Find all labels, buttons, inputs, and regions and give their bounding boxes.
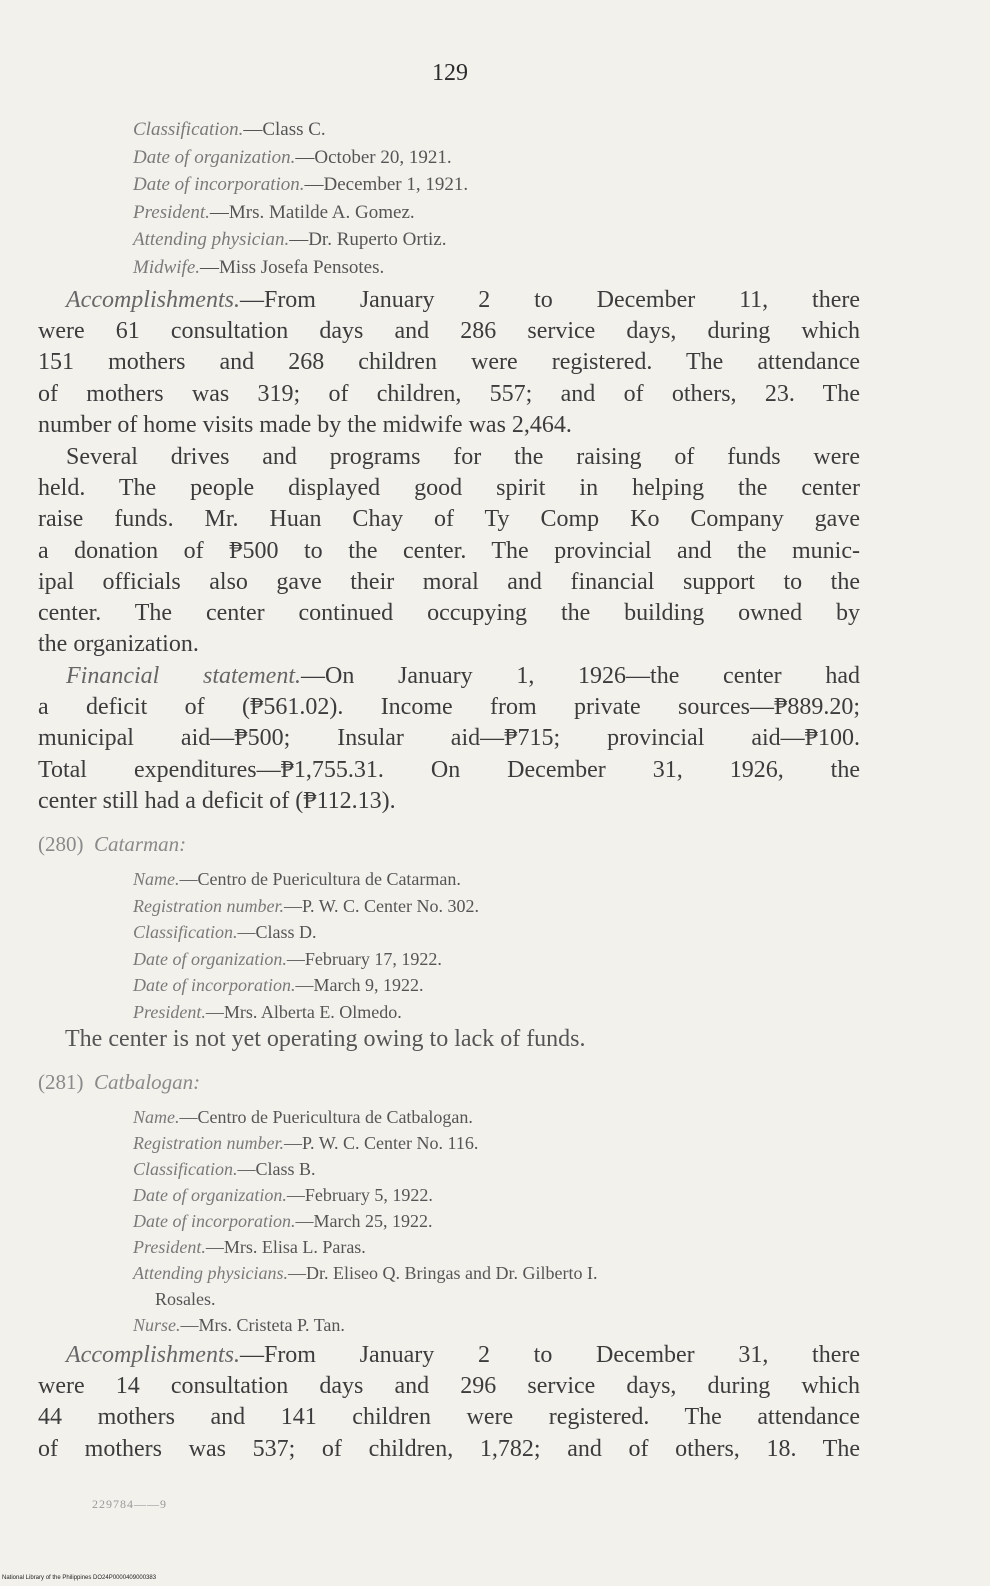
meta-line: Registration number.—P. W. C. Center No. 302. xyxy=(133,895,480,916)
meta-line: Attending physicians.—Dr. Eliseo Q. Bringas and Dr. Gilberto I. xyxy=(133,1263,598,1283)
meta-line: Classification.—Class B. xyxy=(133,1159,316,1179)
meta-line-continuation: Rosales. xyxy=(155,1289,216,1309)
meta-line: President.—Mrs. Alberta E. Olmedo. xyxy=(133,1001,402,1022)
meta-line: Name.—Centro de Puericultura de Catarman. xyxy=(133,869,461,889)
meta-line: Date of organization.—February 5, 1922. xyxy=(133,1185,433,1205)
fundraising-paragraph: Several drives and programs for the raising of funds were held. The people displayed good spirit in helping the center raise funds. Mr. Huan Chay of Ty Comp Ko Company gave a donation of ₱500 to the center. The provincial and the munic- ipal officials also gave their moral and financial support to the center. The center continued occupying the building owned by the organization. xyxy=(38,444,860,658)
meta-line: President.—Mrs. Matilde A. Gomez. xyxy=(133,201,415,223)
meta-line: Attending physician.—Dr. Ruperto Ortiz. xyxy=(133,229,447,250)
meta-line: Date of organization.—February 17, 1922. xyxy=(133,948,442,969)
meta-line: Date of incorporation.—March 25, 1922. xyxy=(133,1211,433,1231)
catarman-meta xyxy=(0,866,990,1025)
meta-line: Classification.—Class C. xyxy=(133,119,326,140)
catarman-note: The center is not yet operating owing to lack of funds. xyxy=(65,1026,586,1052)
printer-code: 229784——9 xyxy=(92,1497,167,1511)
accomplishments-paragraph: Accomplishments.—From January 2 to December 11, there were 61 consultation days and 286 service days, during which 151 mothers and 268 children were registered. The attendance of mothers was 319; of children, 557; and of others, 23. The number of home visits made by the midwife was 2,464. xyxy=(38,287,860,438)
meta-line: Midwife.—Miss Josefa Pensotes. xyxy=(133,256,385,278)
financial-statement-paragraph: Financial statement.—On January 1, 1926—the center had a deficit of (₱561.02). Income from private sources—₱889.20; municipal aid—₱500; Insular aid—₱715; provincial aid—₱100. Total expenditures—₱1,755.31. On December 31, 1926, the center still had a deficit of (₱112.13). xyxy=(38,663,861,814)
section-heading-catbalogan: (281) Catbalogan: xyxy=(38,1070,201,1094)
catbalogan-accomplishments-paragraph: Accomplishments.—From January 2 to December 31, there were 14 consultation days and 296 service days, during which 44 mothers and 141 children were registered. The attendance of mothers was 537; of children, 1,782; and of others, 18. The xyxy=(38,1342,860,1462)
meta-line: Date of incorporation.—December 1, 1921. xyxy=(133,174,469,195)
meta-line: Date of organization.—October 20, 1921. xyxy=(133,146,452,168)
meta-line: Nurse.—Mrs. Cristeta P. Tan. xyxy=(133,1315,345,1335)
meta-line: Name.—Centro de Puericultura de Catbalogan. xyxy=(133,1107,473,1127)
section1-meta xyxy=(0,116,990,281)
meta-line: Date of incorporation.—March 9, 1922. xyxy=(133,975,424,995)
scan-credit: National Library of the Philippines DO24P0000409000383 xyxy=(2,1575,157,1581)
meta-line: Classification.—Class D. xyxy=(133,922,317,942)
page-number: 129 xyxy=(432,60,468,86)
meta-line: President.—Mrs. Elisa L. Paras. xyxy=(133,1237,366,1257)
catbalogan-meta xyxy=(0,1104,990,1338)
meta-line: Registration number.—P. W. C. Center No. 116. xyxy=(133,1133,479,1153)
section-heading-catarman: (280) Catarman: xyxy=(38,832,187,856)
